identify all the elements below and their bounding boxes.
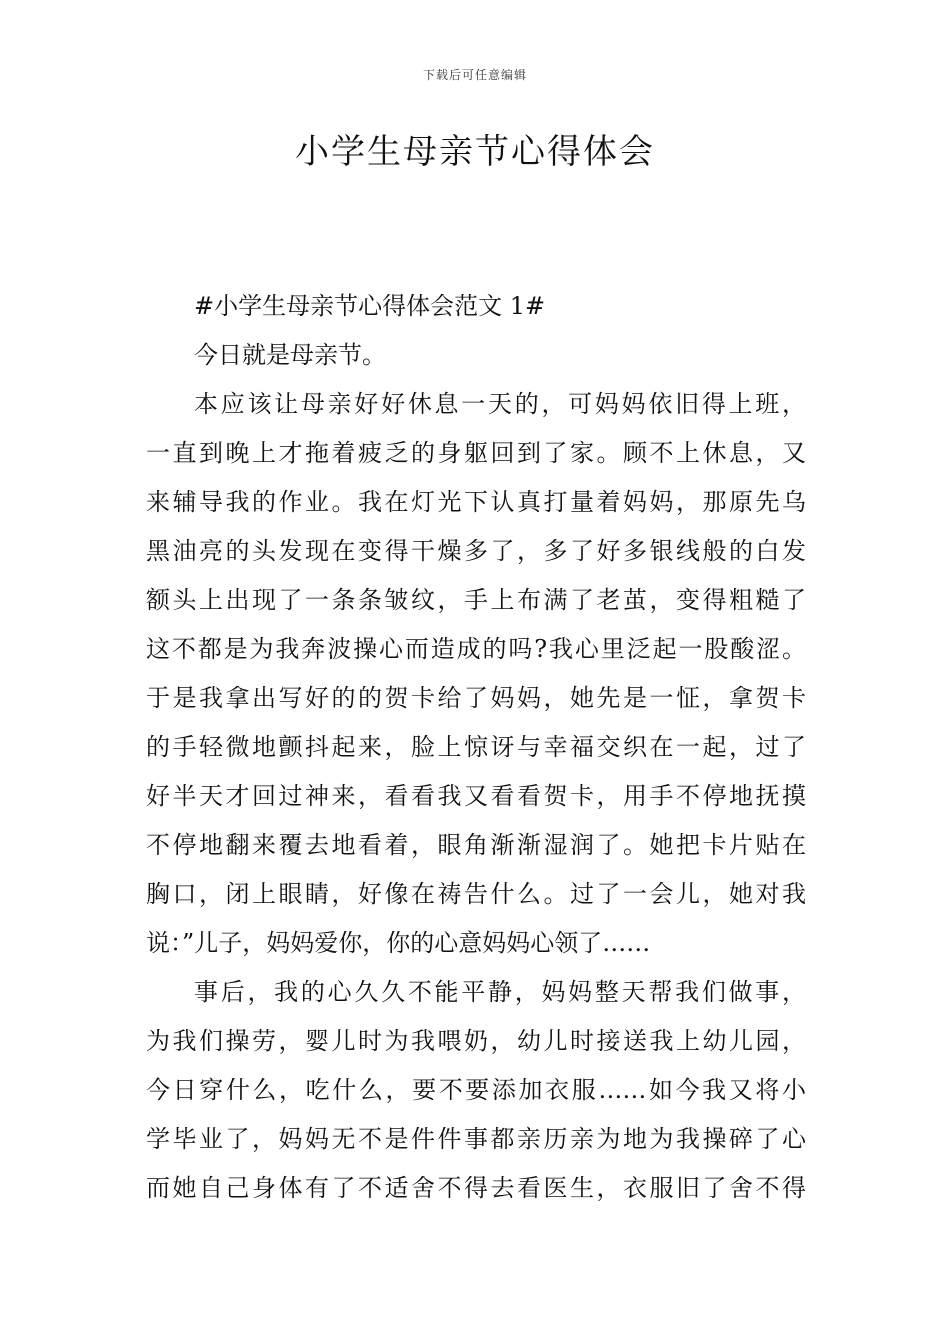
- text-line: 学毕业了，妈妈无不是件件事都亲历亲为地为我操碎了心: [146, 1125, 806, 1153]
- body-text: [146, 282, 806, 1213]
- text-line: 本应该让母亲好好休息一天的，可妈妈依旧得上班，: [194, 390, 806, 418]
- text-line: 好半天才回过神来，看看我又看看贺卡，用手不停地抚摸: [146, 782, 806, 810]
- text-line: 这不都是为我奔波操心而造成的吗?我心里泛起一股酸涩。: [146, 635, 806, 663]
- document-title: 小学生母亲节心得体会: [295, 132, 655, 172]
- text-line: 而她自己身体有了不适舍不得去看医生，衣服旧了舍不得: [146, 1174, 806, 1202]
- text-line: 于是我拿出写好的的贺卡给了妈妈，她先是一怔，拿贺卡: [146, 684, 806, 712]
- text-line: 来辅导我的作业。我在灯光下认真打量着妈妈，那原先乌: [146, 488, 806, 516]
- text-line: 不停地翻来覆去地看着，眼角渐渐湿润了。她把卡片贴在: [146, 831, 806, 859]
- text-line: 一直到晚上才拖着疲乏的身躯回到了家。顾不上休息，又: [146, 439, 806, 467]
- header-note: 下载后可任意编辑: [422, 68, 527, 82]
- text-line: 今日穿什么，吃什么，要不要添加衣服……如今我又将小: [146, 1076, 806, 1104]
- text-line: 今日就是母亲节。: [194, 341, 386, 369]
- text-line: #小学生母亲节心得体会范文 1#: [194, 292, 546, 320]
- text-line: 额头上出现了一条条皱纹，手上布满了老茧，变得粗糙了: [146, 586, 806, 614]
- text-line: 为我们操劳，婴儿时为我喂奶，幼儿时接送我上幼儿园，: [146, 1027, 806, 1055]
- text-line: 事后，我的心久久不能平静，妈妈整天帮我们做事，: [194, 978, 806, 1006]
- text-line: 说：”儿子，妈妈爱你，你的心意妈妈心领了……: [146, 929, 651, 957]
- text-line: 胸口，闭上眼睛，好像在祷告什么。过了一会儿，她对我: [146, 880, 806, 908]
- text-line: 的手轻微地颤抖起来，脸上惊讶与幸福交织在一起，过了: [146, 733, 806, 761]
- text-line: 黑油亮的头发现在变得干燥多了，多了好多银线般的白发: [146, 537, 806, 565]
